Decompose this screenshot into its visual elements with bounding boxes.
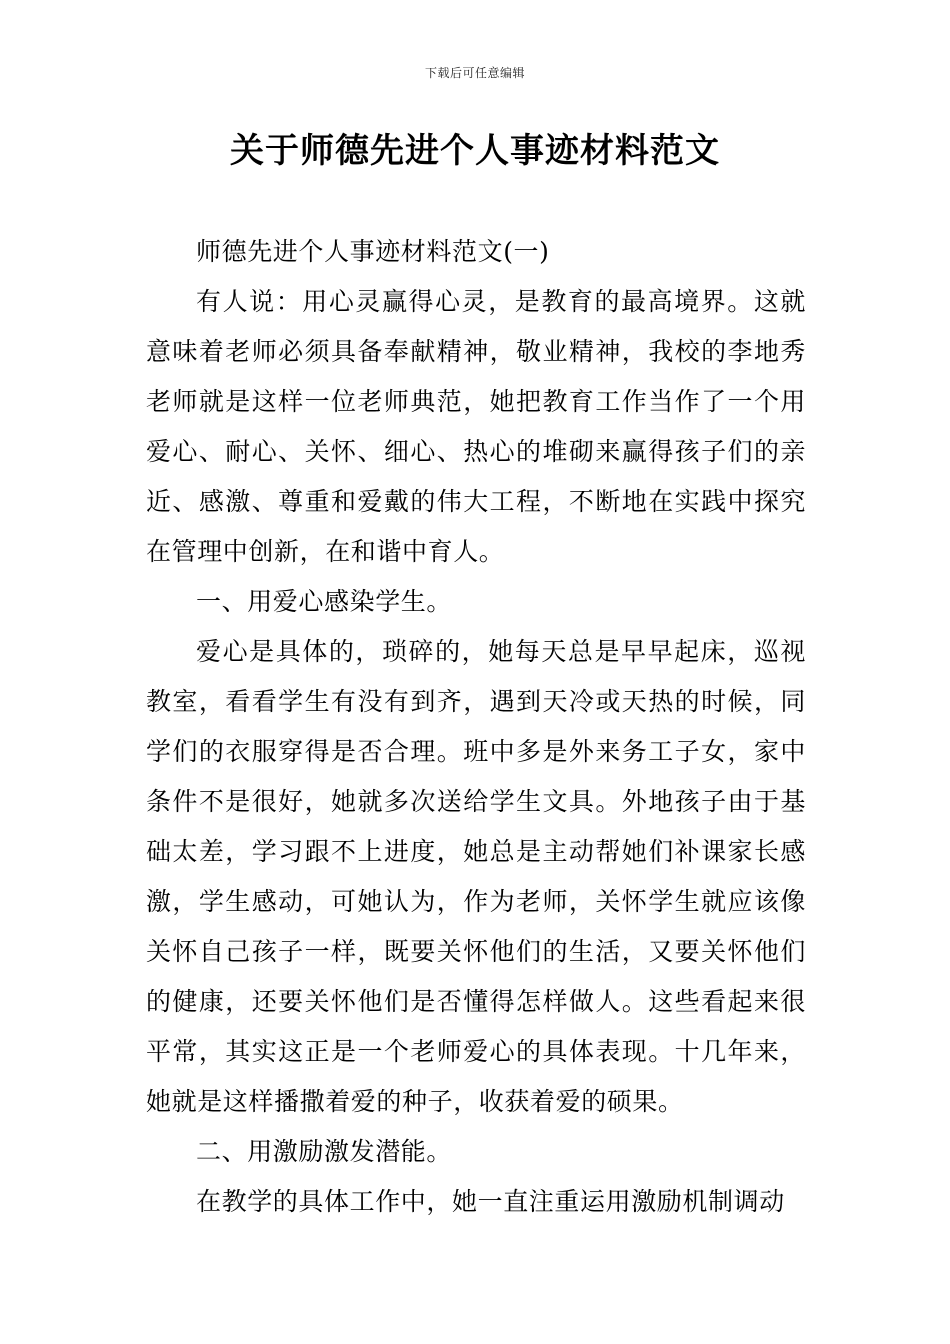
body-paragraph: 爱心是具体的，琐碎的，她每天总是早早起床，巡视教室，看看学生有没有到齐，遇到天冷或天热的时候，同学们的衣服穿得是否合理。班中多是外来务工子女，家中条件不是很好，她就多次送给学生文具。外地孩子由于基础太差，学习跟不上进度，她总是主动帮她们补课家长感激，学生感动，可她认为，作为老师，关怀学生就应该像关怀自己孩子一样，既要关怀他们的生活，又要关怀他们的健康，还要关怀他们是否懂得怎样做人。这些看起来很平常，其实这正是一个老师爱心的具体表现。十几年来，她就是这样播撒着爱的种子，收获着爱的硕果。 bbox=[146, 637, 806, 1116]
document-title: 关于师德先进个人事迹材料范文 bbox=[230, 131, 720, 171]
document-body bbox=[146, 227, 806, 1227]
body-paragraph: 在教学的具体工作中，她一直注重运用激励机制调动 bbox=[196, 1187, 785, 1216]
section-heading: 一、用爱心感染学生。 bbox=[196, 587, 453, 616]
download-note: 下载后可任意编辑 bbox=[424, 66, 525, 80]
section-heading: 二、用激励激发潜能。 bbox=[196, 1137, 453, 1166]
section-heading: 师德先进个人事迹材料范文(一) bbox=[196, 237, 550, 266]
body-paragraph: 有人说：用心灵赢得心灵，是教育的最高境界。这就意味着老师必须具备奉献精神，敬业精神，我校的李地秀老师就是这样一位老师典范，她把教育工作当作了一个用爱心、耐心、关怀、细心、热心的堆砌来赢得孩子们的亲近、感激、尊重和爱戴的伟大工程，不断地在实践中探究在管理中创新，在和谐中育人。 bbox=[146, 287, 806, 566]
